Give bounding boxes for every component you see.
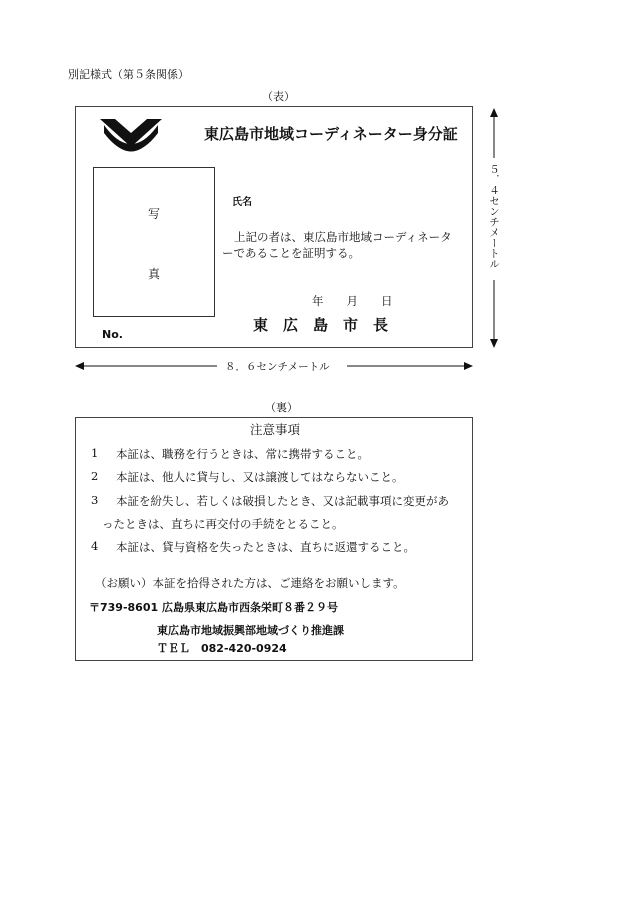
card-number-label: No. — [102, 328, 123, 341]
photo-box — [93, 167, 215, 317]
issue-date: 年 月 日 — [312, 294, 393, 308]
notes-heading: 注意事項 — [249, 422, 300, 437]
note-item-3-number: 3 — [91, 493, 99, 507]
back-side-label: （裏） — [265, 401, 298, 414]
width-dimension-label: ８．６センチメートル — [225, 361, 330, 373]
contact-telephone: ＴＥＬ 082-420-0924 — [157, 642, 287, 655]
note-item-1-text: 本証は、職務を行うときは、常に携帯すること。 — [116, 447, 369, 461]
certification-line-1: 上記の者は、東広島市地域コーディネータ — [234, 230, 452, 244]
note-item-2-number: 2 — [91, 469, 99, 483]
note-item-4-text: 本証は、貸与資格を失ったときは、直ちに返還すること。 — [116, 540, 415, 554]
issuer-name: 東 広 島 市 長 — [253, 316, 389, 334]
name-label: 氏名 — [232, 197, 252, 208]
width-dimension — [75, 358, 473, 374]
certification-line-2: ーであることを証明する。 — [222, 246, 360, 260]
note-item-3-text: 本証を紛失し、若しくは破損したとき、又は記載事項に変更があ — [116, 494, 450, 508]
id-card-back — [75, 417, 473, 661]
form-label: 別記様式（第５条関係） — [68, 68, 189, 81]
department-name: 東広島市地域振興部地域づくり推進課 — [157, 624, 344, 637]
note-item-1-number: 1 — [91, 446, 99, 460]
height-dimension-label: ５．４センチメートル — [488, 164, 500, 269]
note-item-4-number: 4 — [91, 539, 99, 553]
return-request: （お願い）本証を拾得された方は、ご連絡をお願いします。 — [95, 576, 405, 590]
height-dimension — [478, 108, 510, 348]
card-title: 東広島市地域コーディネーター身分証 — [204, 125, 458, 143]
id-card-front — [75, 106, 473, 348]
front-side-label: （表） — [262, 90, 295, 103]
city-emblem-icon — [98, 117, 164, 157]
photo-label-2: 真 — [148, 267, 161, 281]
return-address: 〒739-8601 広島県東広島市西条栄町８番２９号 — [89, 601, 338, 614]
photo-label-1: 写 — [148, 207, 161, 221]
note-item-3-continuation: ったときは、直ちに再交付の手続をとること。 — [102, 517, 344, 531]
note-item-2-text: 本証は、他人に貸与し、又は譲渡してはならないこと。 — [116, 470, 404, 484]
